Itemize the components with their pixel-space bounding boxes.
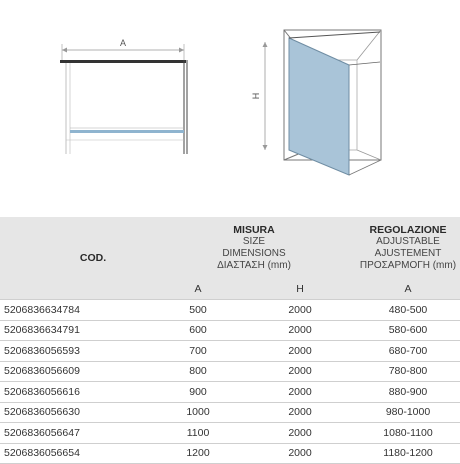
table-row: [0, 382, 460, 403]
width-cell: 700: [152, 341, 244, 362]
height-h-subheader: H: [296, 283, 304, 295]
plan-view-drawing: [60, 38, 187, 154]
table-row: [0, 320, 460, 341]
elevation-view-drawing: [251, 30, 381, 175]
adjust-header-el: ΠΡΟΣΑΡΜΟΓΗ (mm): [359, 260, 457, 271]
height-cell: 2000: [244, 300, 356, 321]
code-cell: 5206836634784: [0, 300, 152, 321]
adjust-header-fr: AJUSTEMENT: [374, 248, 442, 259]
size-header-en: SIZE: [242, 236, 266, 247]
height-cell: 2000: [244, 443, 356, 464]
product-spec-table: [0, 217, 460, 464]
height-cell: 2000: [244, 361, 356, 382]
size-header-title: MISURA: [233, 224, 275, 236]
table-row: [0, 423, 460, 444]
code-cell: 5206836634791: [0, 320, 152, 341]
adjust-cell: 480-500: [356, 300, 460, 321]
technical-drawings: [0, 0, 460, 205]
code-column-header: COD.: [79, 252, 107, 264]
table-body: [0, 300, 460, 464]
table-row: [0, 443, 460, 464]
adjust-column-header: [356, 217, 460, 279]
code-cell: 5206836056647: [0, 423, 152, 444]
table-row: [0, 402, 460, 423]
size-column-header: [152, 217, 356, 279]
width-cell: 500: [152, 300, 244, 321]
adjust-cell: 780-800: [356, 361, 460, 382]
table-header-row: [0, 217, 460, 279]
width-a-subheader: A: [194, 283, 202, 295]
adjust-cell: 680-700: [356, 341, 460, 362]
height-cell: 2000: [244, 402, 356, 423]
code-cell: 5206836056654: [0, 443, 152, 464]
width-cell: 1100: [152, 423, 244, 444]
code-cell: 5206836056630: [0, 402, 152, 423]
height-cell: 2000: [244, 341, 356, 362]
height-cell: 2000: [244, 320, 356, 341]
code-cell: 5206836056593: [0, 341, 152, 362]
adjust-cell: 580-600: [356, 320, 460, 341]
width-cell: 800: [152, 361, 244, 382]
table-row: [0, 341, 460, 362]
code-cell: 5206836056616: [0, 382, 152, 403]
size-header-fr: DIMENSIONS: [222, 248, 286, 259]
dimension-h-label: H: [251, 92, 261, 100]
dimension-a-label: A: [119, 38, 127, 48]
adjust-cell: 1080-1100: [356, 423, 460, 444]
adjust-cell: 880-900: [356, 382, 460, 403]
table-row: [0, 361, 460, 382]
code-cell: 5206836056609: [0, 361, 152, 382]
height-cell: 2000: [244, 382, 356, 403]
adjust-header-en: ADJUSTABLE: [376, 236, 440, 247]
width-cell: 1200: [152, 443, 244, 464]
adjust-cell: 1180-1200: [356, 443, 460, 464]
height-cell: 2000: [244, 423, 356, 444]
adjust-cell: 980-1000: [356, 402, 460, 423]
width-cell: 1000: [152, 402, 244, 423]
table-row: [0, 300, 460, 321]
width-cell: 900: [152, 382, 244, 403]
adjust-a-subheader: A: [404, 283, 412, 295]
size-header-el: ΔΙΑΣΤΑΣΗ (mm): [217, 260, 291, 271]
width-cell: 600: [152, 320, 244, 341]
adjust-header-title: REGOLAZIONE: [369, 224, 447, 236]
